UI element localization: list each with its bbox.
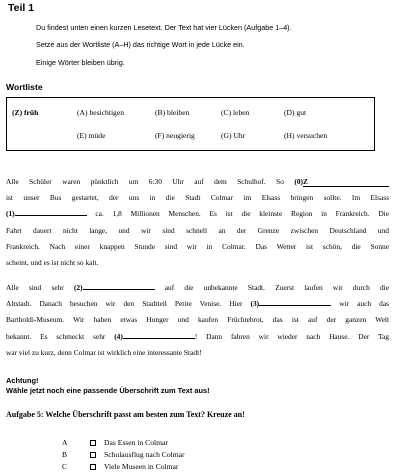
option-c-letter: C: [62, 462, 68, 471]
gap-0-label: (0): [294, 177, 303, 186]
instruction-line-3: Einige Wörter bleiben übrig.: [36, 58, 125, 67]
wortliste-box: [6, 97, 375, 151]
gap-2-label: (2): [73, 283, 83, 292]
achtung-heading: Achtung!: [6, 376, 39, 385]
gap-1-blank[interactable]: [15, 207, 87, 216]
word-c: (C) leben: [221, 108, 250, 117]
option-b-text: Schulausflug nach Colmar: [104, 450, 185, 459]
gap-4-blank[interactable]: [123, 330, 195, 339]
text-line: (1) ca. 1,8 Millionen Menschen. Es ist die kleinste Region in Frankreich. Die: [6, 209, 389, 219]
word-d: (D) gut: [284, 108, 307, 117]
page-title: Teil 1: [8, 2, 35, 14]
wortliste-heading: Wortliste: [6, 82, 43, 92]
option-b-checkbox[interactable]: [90, 452, 96, 458]
gap-4-label: (4): [114, 331, 123, 341]
reading-paragraph-1: [6, 174, 389, 271]
instruction-line-1: Du findest unten einen kurzen Lesetext. Der Text hat vier Lücken (Aufgabe 1–4).: [36, 23, 292, 32]
option-a-checkbox[interactable]: [90, 440, 96, 446]
text-line: Alle Schüler waren pünktlich um 6:30 Uhr auf dem Schulhof. So (0)Z: [6, 174, 389, 190]
text-line: scheint, und es ist nicht so kalt.: [6, 257, 99, 267]
instruction-line-2: Setze aus der Wortliste (A–H) das richtige Wort in jede Lücke ein.: [36, 40, 245, 49]
word-a: (A) besichtigen: [77, 108, 125, 117]
word-e: (E) müde: [77, 131, 106, 140]
word-h: (H) versuchen: [284, 131, 328, 140]
word-g: (G) Uhr: [221, 131, 246, 140]
text-line: Frankreich. Nach einer knappen Stunde sind wir in Colmar. Das Wetter ist schön, die Sonne: [6, 241, 389, 251]
aufgabe-5-title: Aufgabe 5: Welche Überschrift passt am besten zum Text? Kreuze an!: [6, 410, 245, 419]
reading-paragraph-2: [6, 280, 389, 361]
word-f: (F) neugierig: [155, 131, 195, 140]
text-line: Fahrt dauert nicht lange, und wir sind schnell an der Grenze zwischen Deutschland und: [6, 225, 389, 235]
text-line: Alle sind sehr (2) auf die unbekannte Stadt. Zuerst laufen wir durch die: [6, 283, 389, 292]
gap-3-blank[interactable]: [259, 297, 331, 306]
gap-1-label: (1): [6, 209, 15, 219]
option-a-letter: A: [62, 438, 68, 447]
option-b-letter: B: [62, 450, 68, 459]
achtung-instruction: Wähle jetzt noch eine passende Überschrift zum Text aus!: [6, 386, 210, 395]
gap-0-answer: Z: [303, 178, 389, 187]
word-b: (B) bleiben: [155, 108, 190, 117]
text-line: ist unser Bus gestartet, der uns in die Stadt Colmar im Elsass bringen sollte. Im Elsass: [6, 193, 389, 203]
text-line: Altstadt. Danach besuchen wir den Stadtteil Petite Venise. Hier (3) wir auch das: [6, 299, 389, 309]
text-line: bekannt. Es schmeckt sehr (4) ! Dann fahren wir wieder nach Hause. Der Tag: [6, 331, 389, 341]
option-c-text: Viele Museen in Colmar: [104, 462, 179, 471]
word-z: (Z) früh: [12, 108, 39, 117]
option-c-checkbox[interactable]: [90, 464, 96, 470]
text-line: Bartholdi-Museum. Wir haben etwas Hunger und kaufen Früchtebrot, das ist auf der ganzen Welt: [6, 315, 389, 325]
gap-3-label: (3): [250, 299, 260, 309]
option-a-text: Das Essen in Colmar: [104, 438, 168, 447]
text-line: war viel zu kurz, denn Colmar ist wirklich eine interessante Stadt!: [6, 347, 202, 357]
gap-2-blank[interactable]: [83, 281, 155, 290]
